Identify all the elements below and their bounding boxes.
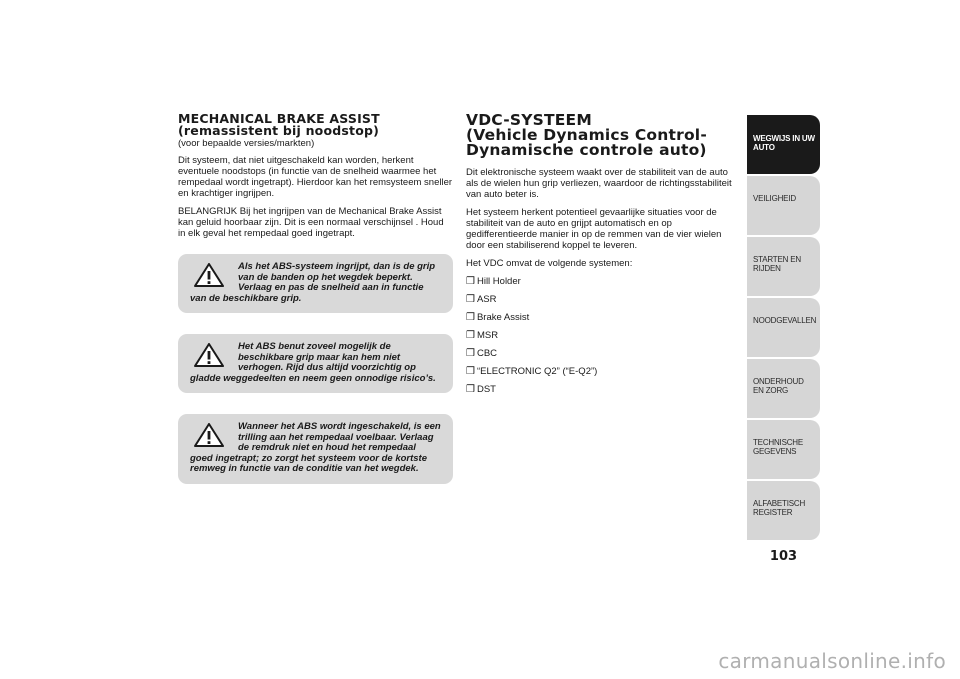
tab-starten-en-rijden[interactable]: STARTEN EN RIJDEN: [747, 237, 820, 296]
warning-text: Wanneer het ABS wordt ingeschakeld, is een trilling aan het rempedaal voelbaar. Verlaag de remdruk niet en houd het rempedaal goed ingetrapt; zo zorgt het systeem voor de kortste remweg in functie van de conditie van het wegdek.: [190, 421, 441, 474]
tab-alfabetisch-register[interactable]: ALFABETISCH REGISTER: [747, 481, 820, 540]
tab-noodgevallen[interactable]: NOODGEVALLEN: [747, 298, 820, 357]
list-item-label: CBC: [476, 348, 498, 359]
list-item: [466, 294, 741, 305]
list-item-label: DST: [476, 384, 496, 395]
list-item: [466, 330, 741, 341]
list-item-label: Brake Assist: [476, 312, 530, 323]
left-column: [178, 113, 453, 484]
checkbox-square-icon: ❒: [466, 294, 475, 305]
list-item: [466, 312, 741, 323]
warning-text: Als het ABS-systeem ingrijpt, dan is de grip van de banden op het wegdek beperkt. Verlaag en pas de snelheid aan in functie van de beschikbare grip.: [190, 261, 436, 304]
heading-line: (Vehicle Dynamics Control-: [466, 126, 707, 144]
watermark: carmanualsonline.info: [718, 649, 946, 673]
paragraph: Dit elektronische systeem waakt over de stabiliteit van de auto als de wielen hun grip verliezen, waardoor de richtingsstabiliteit van auto beter is.: [466, 167, 732, 200]
warning-box: [178, 334, 453, 393]
heading-line: (remassistent bij noodstop): [178, 123, 380, 138]
checkbox-square-icon: ❒: [466, 384, 475, 395]
tab-wegwijs-in-uw-auto[interactable]: WEGWIJS IN UW AUTO: [747, 115, 820, 174]
warning-text: Het ABS benut zoveel mogelijk de beschikbare grip maar kan hem niet verhogen. Rijd dus altijd voorzichtig op gladde weggedeelten en neem geen onnodige risico’s.: [190, 341, 436, 384]
tab-onderhoud-en-zorg[interactable]: ONDERHOUD EN ZORG: [747, 359, 820, 418]
section-heading-brake-assist: [178, 113, 453, 137]
warning-triangle-icon: [194, 343, 224, 367]
list-item: [466, 366, 741, 377]
paragraph: Het VDC omvat de volgende systemen:: [466, 258, 633, 269]
system-list: [466, 276, 741, 395]
page-number: 103: [769, 549, 798, 564]
list-item-label: Hill Holder: [476, 276, 521, 287]
list-item: [466, 384, 741, 395]
list-item-label: ASR: [476, 294, 497, 305]
list-item-label: “ELECTRONIC Q2” (“E-Q2”): [476, 366, 598, 377]
right-column: [466, 113, 741, 402]
paragraph: Dit systeem, dat niet uitgeschakeld kan worden, herkent eventuele noodstops (in functie van de snelheid waarmee het rempedaal wordt ingetrapt). Hierdoor kan het remsysteem sneller en krachtiger ingrijpen.: [178, 155, 453, 199]
checkbox-square-icon: ❒: [466, 330, 475, 341]
paragraph-important: BELANGRIJK Bij het ingrijpen van de Mechanical Brake Assist kan geluid hoorbaar zijn. Dit is een normaal verschijnsel . Houd in elk geval het rempedaal goed ingetrapt.: [178, 206, 444, 239]
warning-triangle-icon: [194, 423, 224, 447]
heading-line: Dynamische controle auto): [466, 141, 707, 159]
warning-box: [178, 254, 453, 313]
list-item: [466, 276, 741, 287]
checkbox-square-icon: ❒: [466, 312, 475, 323]
list-item: [466, 348, 741, 359]
checkbox-square-icon: ❒: [466, 276, 475, 287]
section-subtitle: (voor bepaalde versies/markten): [178, 138, 315, 149]
tab-technische-gegevens[interactable]: TECHNISCHE GEGEVENS: [747, 420, 820, 479]
checkbox-square-icon: ❒: [466, 366, 475, 377]
tab-veiligheid[interactable]: VEILIGHEID: [747, 176, 820, 235]
section-heading-vdc: [466, 113, 741, 158]
chapter-tabs: [747, 115, 820, 542]
heading-line: VDC-SYSTEEM: [466, 111, 592, 129]
warning-box: [178, 414, 453, 484]
checkbox-square-icon: ❒: [466, 348, 475, 359]
list-item-label: MSR: [476, 330, 499, 341]
warning-triangle-icon: [194, 263, 224, 287]
heading-line: MECHANICAL BRAKE ASSIST: [178, 111, 380, 126]
paragraph: Het systeem herkent potentieel gevaarlijke situaties voor de stabiliteit van de auto en grijpt automatisch en op gedifferentieerde manier in op de remmen van de vier wielen door een stabiliserend koppel te leveren.: [466, 207, 722, 251]
